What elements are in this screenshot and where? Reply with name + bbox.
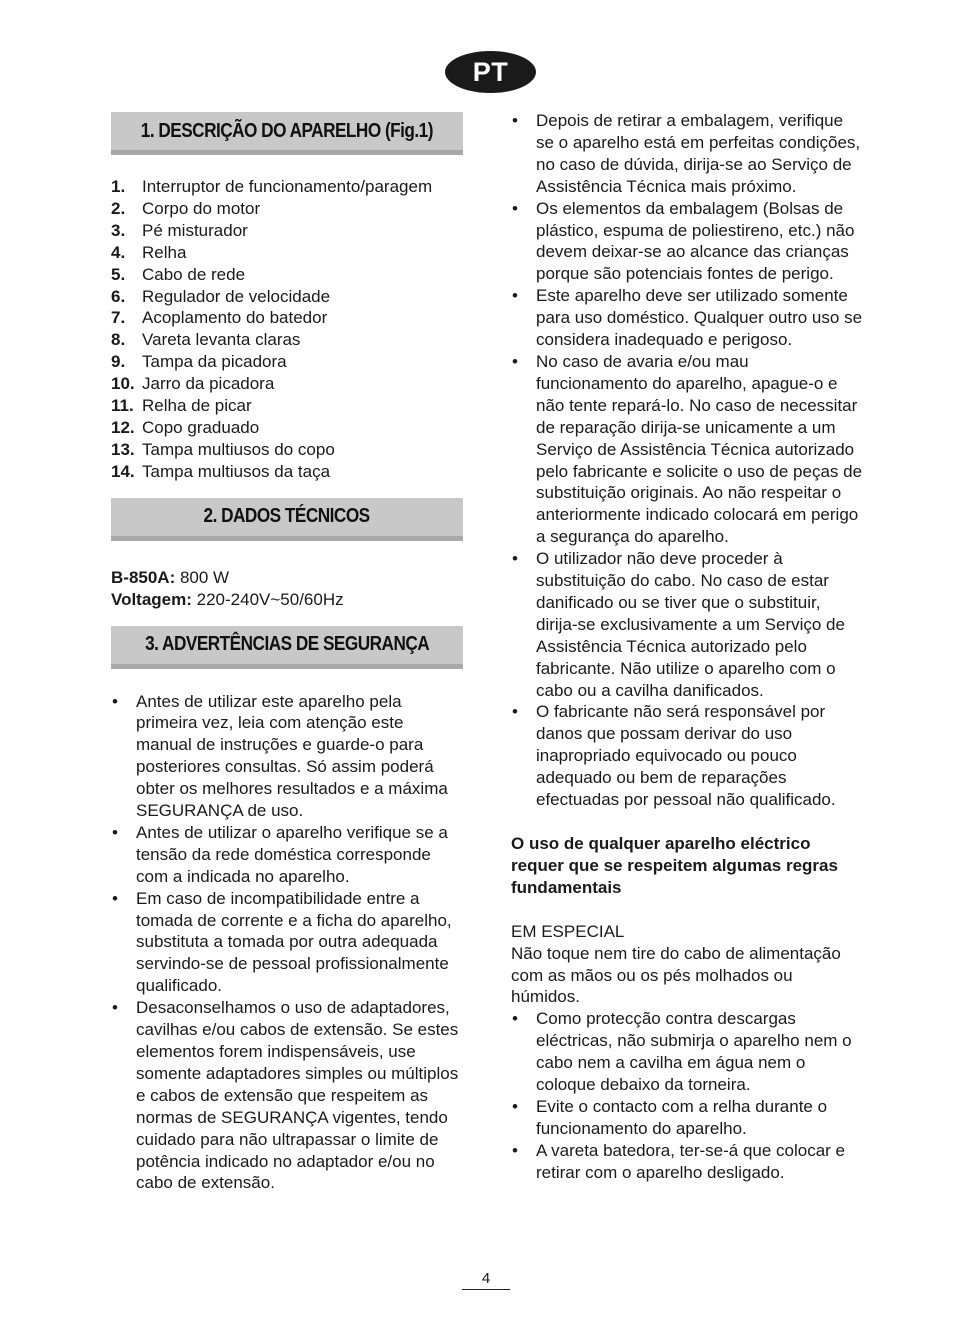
item-number: 11. (111, 396, 134, 416)
list-item (111, 242, 463, 264)
parts-list (111, 176, 463, 483)
item-number: 3. (111, 220, 126, 240)
list-item: • O utilizador não deve proceder à substituição do cabo. No caso de estar danificado ou se tiver que o substituir, dirija-se exclusivamente a um Serviço de Assistência Técnica autorizado pelo fabricante. Não utilize o aparelho com o cabo ou a cavilha danificados. (511, 548, 863, 701)
item-number: 5. (111, 264, 126, 284)
list-item (111, 264, 463, 286)
especial-text: Não toque nem tire do cabo de alimentação com as mãos ou os pés molhados ou húmidos. (511, 943, 841, 1007)
item-number: 13. (111, 439, 135, 459)
bold-note: O uso de qualquer aparelho eléctrico requer que se respeitem algumas regras fundamentais (511, 834, 838, 897)
list-item (111, 198, 463, 220)
item-number: 7. (111, 308, 126, 328)
list-item (111, 351, 463, 373)
list-item: • Como protecção contra descargas eléctricas, não submirja o aparelho nem o cabo nem a cavilha em água nem o coloque debaixo da torneira. (511, 1008, 863, 1096)
section-heading-safety-text: 3. ADVERTÊNCIAS DE SEGURANÇA (144, 633, 430, 655)
list-item (111, 395, 463, 417)
list-item: • Antes de utilizar o aparelho verifique se a tensão da rede doméstica corresponde com a indicada no aparelho. (111, 822, 463, 888)
item-number: 12. (111, 417, 135, 437)
item-number: 9. (111, 352, 126, 372)
item-text: Cabo de rede (142, 264, 246, 284)
list-item: • Desaconselhamos o uso de adaptadores, cavilhas e/ou cabos de extensão. Se estes elementos forem indispensáveis, use somente adaptadores simples ou múltiplos e cabos de extensão que respeitem as normas de SEGURANÇA vigentes, tendo cuidado para não ultrapassar o limite de potência indicado no adaptador e/ou no cabo de extensão. (111, 997, 463, 1194)
spec-model (111, 567, 463, 589)
left-column (111, 112, 463, 1194)
item-number: 4. (111, 242, 126, 262)
spec-voltage (111, 589, 463, 611)
list-item: • Os elementos da embalagem (Bolsas de plástico, espuma de poliestireno, etc.) não devem deixar-se ao alcance das crianças porque são potenciais fontes de perigo. (511, 198, 863, 286)
item-text: Tampa da picadora (142, 352, 287, 372)
item-number: 14. (111, 461, 135, 481)
list-item (111, 417, 463, 439)
section-heading-technical-data-text: 2. DADOS TÉCNICOS (203, 505, 371, 528)
list-item (111, 176, 463, 198)
item-text: Tampa multiusos do copo (142, 439, 335, 459)
section-heading-safety (111, 626, 463, 669)
item-text: Copo graduado (142, 417, 260, 437)
safety-list-right (511, 110, 863, 811)
section-heading-technical-data (111, 498, 463, 541)
safety-list-especial (511, 1008, 863, 1183)
item-number: 6. (111, 286, 126, 306)
item-text: Acoplamento do batedor (142, 308, 328, 328)
spec-voltage-label: Voltagem: (111, 589, 192, 609)
list-item (111, 439, 463, 461)
list-item: • O fabricante não será responsável por danos que possam derivar do uso inapropriado equivocado ou pouco adequado ou bem de reparações efectuadas por pessoal não qualificado. (511, 701, 863, 811)
list-item: • Este aparelho deve ser utilizado somente para uso doméstico. Qualquer outro uso se considera inadequado e perigoso. (511, 285, 863, 351)
list-item (111, 220, 463, 242)
spec-voltage-value: 220-240V~50/60Hz (191, 589, 344, 609)
spec-model-label: B-850A: (111, 567, 176, 587)
language-badge: PT (445, 51, 536, 93)
page-number: 4 (462, 1271, 510, 1290)
right-column (511, 110, 863, 1184)
item-text: Relha de picar (142, 396, 252, 416)
especial-title: EM ESPECIAL (511, 921, 625, 941)
item-number: 2. (111, 198, 126, 218)
item-number: 8. (111, 330, 126, 350)
list-item (111, 329, 463, 351)
list-item (111, 461, 463, 483)
technical-specs (111, 567, 463, 611)
item-text: Interruptor de funcionamento/paragem (142, 177, 433, 196)
section-heading-description-text: 1. DESCRIÇÃO DO APARELHO (Fig.1) (140, 119, 434, 142)
item-text: Jarro da picadora (142, 374, 275, 394)
item-number: 1. (111, 177, 126, 196)
item-number: 10. (111, 374, 135, 394)
item-text: Relha (142, 242, 187, 262)
item-text: Corpo do motor (142, 198, 261, 218)
list-item (111, 307, 463, 329)
list-item (111, 286, 463, 308)
list-item: • Evite o contacto com a relha durante o funcionamento do aparelho. (511, 1096, 863, 1140)
safety-list-left (111, 691, 463, 1195)
item-text: Vareta levanta claras (142, 330, 301, 350)
list-item (111, 373, 463, 395)
spec-model-value: 800 W (175, 567, 230, 587)
item-text: Tampa multiusos da taça (142, 461, 331, 481)
item-text: Regulador de velocidade (142, 286, 331, 306)
list-item: • Antes de utilizar este aparelho pela primeira vez, leia com atenção este manual de instruções e guarde-o para posteriores consultas. Só assim poderá obter os melhores resultados e a máxima SEGURANÇA de uso. (111, 691, 463, 822)
section-heading-description (111, 112, 463, 155)
list-item: • Depois de retirar a embalagem, verifique se o aparelho está em perfeitas condições, no caso de dúvida, dirija-se ao Serviço de Assistência Técnica mais próximo. (511, 110, 863, 198)
list-item: • A vareta batedora, ter-se-á que colocar e retirar com o aparelho desligado. (511, 1140, 863, 1184)
item-text: Pé misturador (142, 220, 248, 240)
list-item: • No caso de avaria e/ou mau funcionamento do aparelho, apague-o e não tente repará-lo. No caso de necessitar de reparação dirija-se unicamente a um Serviço de Assistência Técnica autorizado pelo fabricante e solicite o uso de peças de substituição originais. Ao não respeitar o anteriormente indicado colocará em perigo a segurança do aparelho. (511, 351, 863, 548)
list-item: • Em caso de incompatibilidade entre a tomada de corrente e a ficha do aparelho, substituta a tomada por outra adequada servindo-se de pessoal profissionalmente qualificado. (111, 888, 463, 998)
